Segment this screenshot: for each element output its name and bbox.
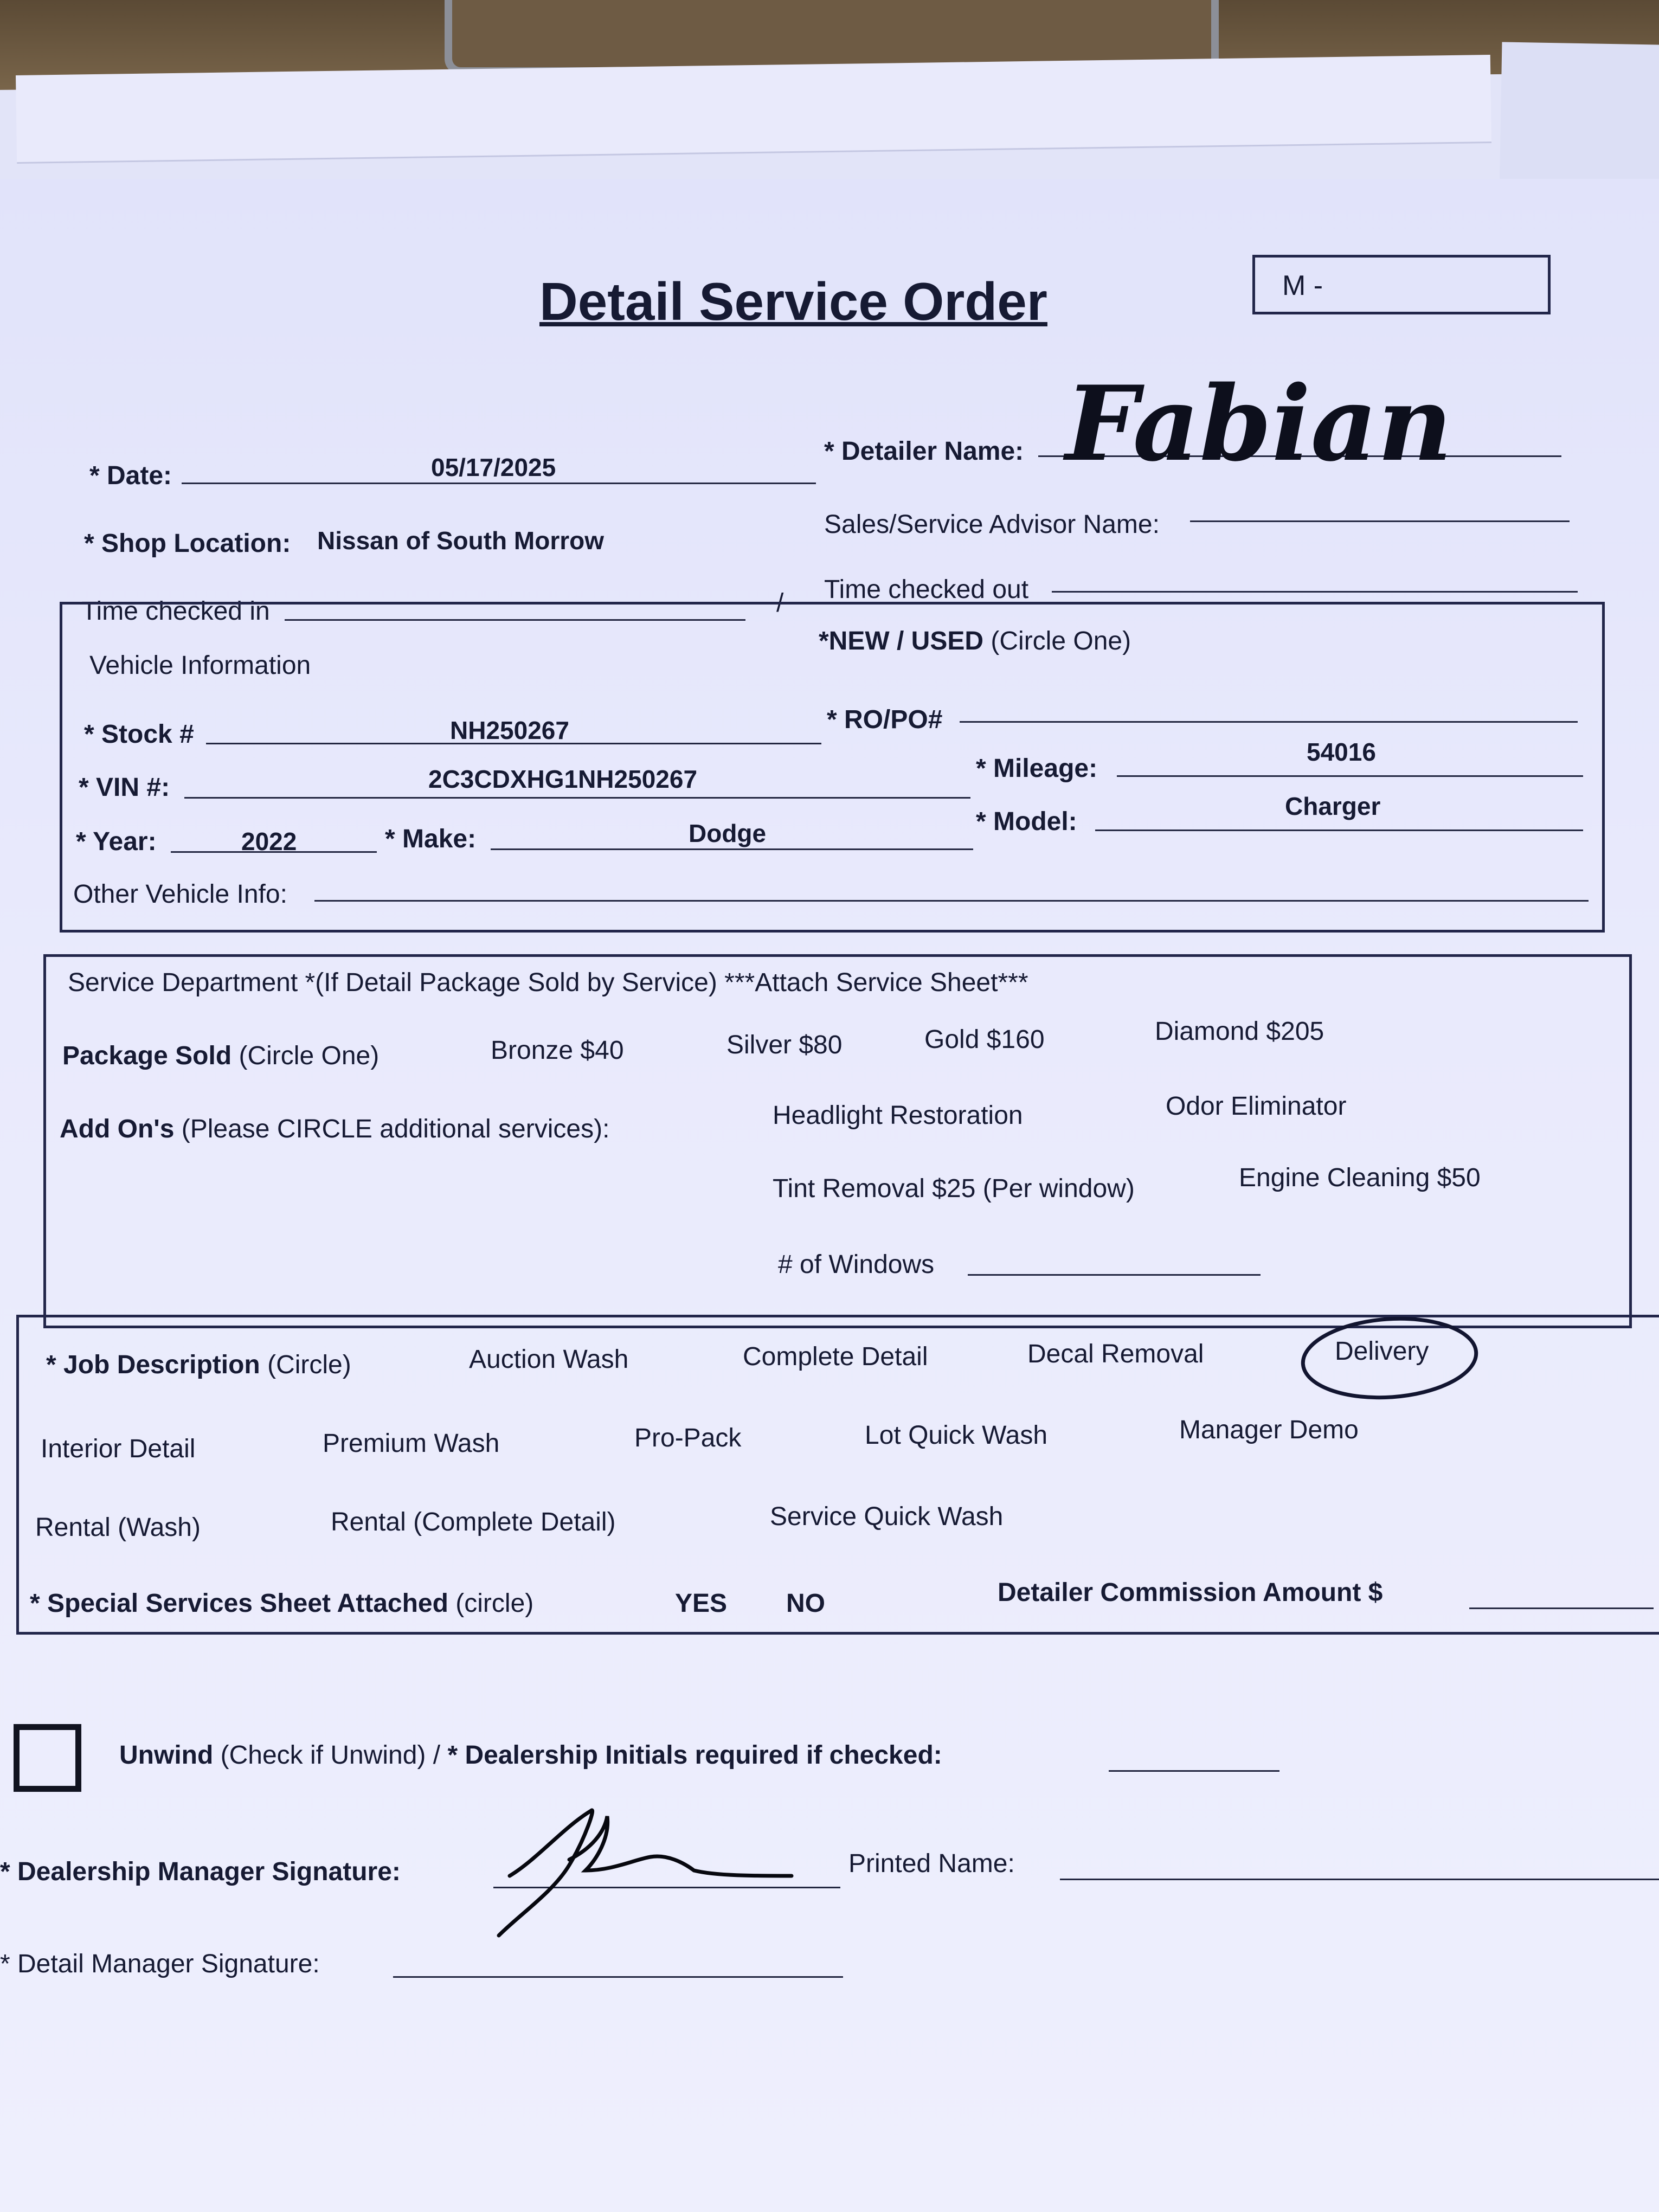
time-checked-out-label: Time checked out	[824, 575, 1029, 604]
m-number-label: M -	[1282, 270, 1323, 301]
ro-po-line	[960, 721, 1578, 723]
new-used-note: (Circle One)	[991, 627, 1131, 655]
time-separator: /	[776, 589, 784, 618]
add-ons-row-label	[60, 1114, 609, 1144]
job-manager-demo[interactable]: Manager Demo	[1179, 1416, 1359, 1444]
job-rental-complete-detail[interactable]: Rental (Complete Detail)	[331, 1508, 616, 1536]
unwind-note: (Check if Unwind) /	[220, 1741, 441, 1770]
job-rental-wash[interactable]: Rental (Wash)	[35, 1513, 201, 1542]
package-sold-label: Package Sold	[62, 1041, 232, 1070]
new-used-selector[interactable]	[819, 626, 1131, 656]
detailer-commission-label: Detailer Commission Amount $	[998, 1578, 1383, 1607]
detail-manager-signature-line	[393, 1976, 843, 1978]
other-vehicle-info-label: Other Vehicle Info:	[73, 880, 287, 909]
model-line	[1095, 829, 1583, 831]
advisor-name-line	[1190, 520, 1570, 522]
shop-location-label: * Shop Location:	[84, 529, 291, 558]
time-checked-out-line	[1052, 591, 1578, 593]
unwind-label: Unwind	[119, 1741, 214, 1770]
addon-odor-eliminator[interactable]: Odor Eliminator	[1166, 1092, 1347, 1121]
detail-manager-signature-label: * Detail Manager Signature:	[0, 1950, 320, 1978]
package-silver[interactable]: Silver $80	[726, 1031, 843, 1059]
model-value[interactable]: Charger	[1285, 792, 1381, 820]
special-services-label: * Special Services Sheet Attached	[30, 1589, 448, 1618]
ro-po-label: * RO/PO#	[827, 705, 943, 734]
job-complete-detail[interactable]: Complete Detail	[743, 1342, 928, 1371]
job-interior-detail[interactable]: Interior Detail	[41, 1435, 196, 1463]
special-services-yes[interactable]: YES	[675, 1589, 728, 1618]
make-value[interactable]: Dodge	[689, 819, 767, 847]
shop-location-value[interactable]: Nissan of South Morrow	[317, 526, 604, 555]
service-department-heading: Service Department *(If Detail Package Sold by Service) ***Attach Service Sheet***	[68, 968, 1028, 997]
job-pro-pack[interactable]: Pro-Pack	[634, 1424, 742, 1452]
special-services-row-label	[30, 1589, 533, 1618]
unwind-row-label	[119, 1740, 942, 1770]
advisor-name-label: Sales/Service Advisor Name:	[824, 510, 1160, 539]
year-label: * Year:	[76, 827, 157, 856]
new-used-label: *NEW / USED	[819, 627, 984, 655]
form-page	[0, 179, 1659, 2212]
manager-signature-scribble	[488, 1795, 813, 1957]
printed-name-label: Printed Name:	[848, 1849, 1015, 1878]
number-of-windows-line	[968, 1274, 1261, 1276]
package-diamond[interactable]: Diamond $205	[1155, 1017, 1324, 1046]
job-decal-removal[interactable]: Decal Removal	[1027, 1340, 1204, 1368]
add-ons-note: (Please CIRCLE additional services):	[181, 1115, 610, 1143]
detailer-commission-line	[1469, 1607, 1654, 1609]
mileage-label: * Mileage:	[976, 754, 1098, 783]
detailer-name-label: * Detailer Name:	[824, 437, 1024, 466]
vin-line	[184, 797, 970, 799]
job-description-row-label	[46, 1350, 351, 1380]
vehicle-information-heading: Vehicle Information	[89, 651, 311, 680]
dealership-initials-label: * Dealership Initials required if checked:	[447, 1741, 942, 1770]
addon-headlight-restoration[interactable]: Headlight Restoration	[773, 1101, 1023, 1130]
number-of-windows-label: # of Windows	[778, 1250, 935, 1279]
addon-tint-removal[interactable]: Tint Removal $25 (Per window)	[773, 1174, 1135, 1203]
add-ons-label: Add On's	[60, 1115, 175, 1143]
package-sold-note: (Circle One)	[239, 1041, 380, 1070]
vin-value[interactable]: 2C3CDXHG1NH250267	[428, 765, 698, 793]
other-vehicle-info-line	[314, 900, 1589, 902]
date-line	[182, 483, 816, 484]
package-gold[interactable]: Gold $160	[924, 1025, 1045, 1054]
job-description-label: * Job Description	[46, 1351, 260, 1379]
addon-engine-cleaning[interactable]: Engine Cleaning $50	[1239, 1163, 1481, 1192]
delivery-hand-drawn-circle	[1298, 1315, 1483, 1407]
unwind-checkbox[interactable]	[14, 1724, 81, 1792]
time-checked-in-label: Time checked in	[81, 597, 270, 626]
model-label: * Model:	[976, 807, 1077, 836]
dealership-manager-signature-label: * Dealership Manager Signature:	[0, 1857, 401, 1886]
make-label: * Make:	[385, 825, 477, 853]
job-delivery[interactable]: Delivery	[1335, 1337, 1429, 1366]
mileage-value[interactable]: 54016	[1307, 738, 1376, 766]
dealership-initials-line	[1109, 1770, 1279, 1772]
job-service-quick-wash[interactable]: Service Quick Wash	[770, 1502, 1004, 1531]
job-premium-wash[interactable]: Premium Wash	[323, 1429, 500, 1458]
job-description-note: (Circle)	[267, 1351, 351, 1379]
package-sold-row-label	[62, 1041, 379, 1071]
date-value[interactable]: 05/17/2025	[431, 453, 556, 481]
m-number-box[interactable]	[1252, 255, 1551, 314]
year-value[interactable]: 2022	[241, 827, 297, 856]
mileage-line	[1117, 775, 1583, 777]
detailer-name-handwritten[interactable]: Fabian	[1065, 363, 1452, 484]
make-line	[491, 848, 973, 850]
special-services-no[interactable]: NO	[786, 1589, 825, 1618]
job-lot-quick-wash[interactable]: Lot Quick Wash	[865, 1421, 1048, 1450]
stock-label: * Stock #	[84, 720, 194, 749]
form-title: Detail Service Order	[539, 272, 1047, 331]
vin-label: * VIN #:	[79, 773, 170, 802]
stock-value[interactable]: NH250267	[450, 716, 569, 744]
printed-name-line	[1060, 1879, 1659, 1880]
date-label: * Date:	[89, 461, 172, 490]
package-bronze[interactable]: Bronze $40	[491, 1036, 624, 1065]
job-auction-wash[interactable]: Auction Wash	[469, 1345, 629, 1374]
special-services-note: (circle)	[455, 1589, 534, 1618]
